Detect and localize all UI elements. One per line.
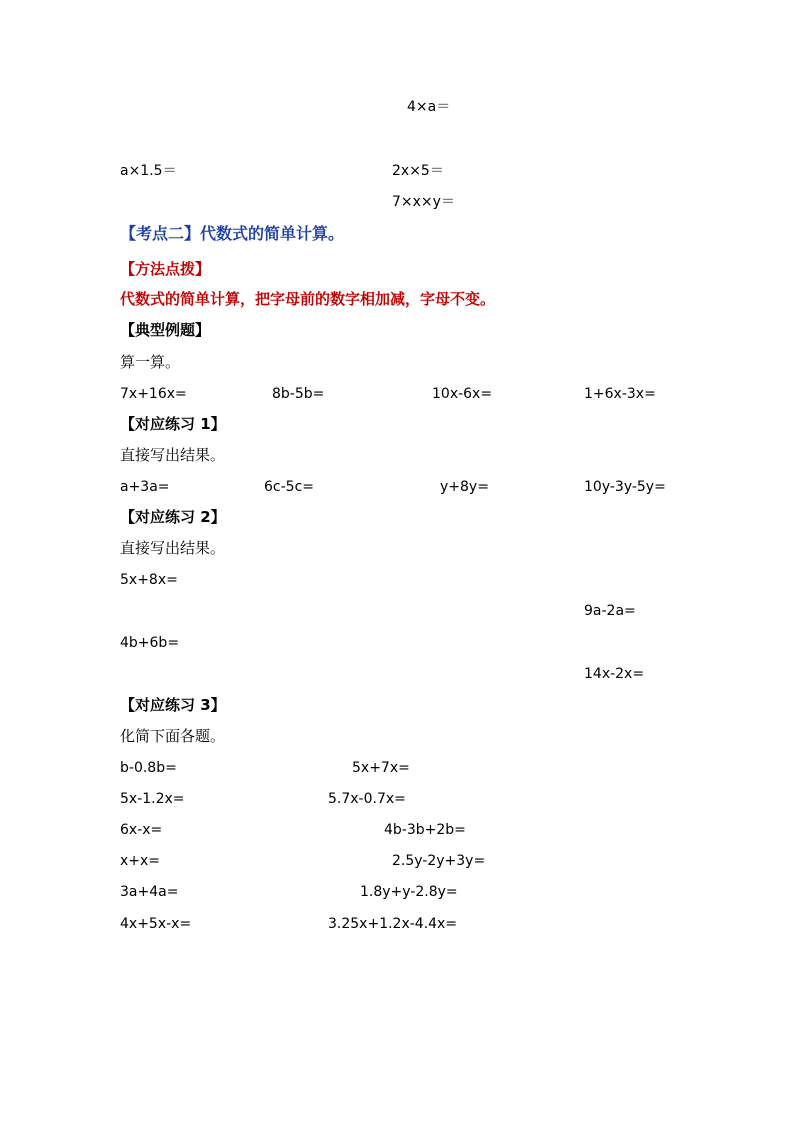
practice2-item: 9a-2a= bbox=[584, 603, 636, 619]
exercise-7xxxy: 7×x×y＝ bbox=[392, 194, 455, 210]
method-text: 代数式的简单计算，把字母前的数字相加减，字母不变。 bbox=[120, 290, 496, 308]
practice1-item: 6c-5c= bbox=[264, 479, 314, 495]
practice3-right-item: 3.25x+1.2x-4.4x= bbox=[328, 916, 458, 932]
practice2-item: 5x+8x= bbox=[120, 572, 178, 588]
practice1-item: 10y-3y-5y= bbox=[584, 479, 666, 495]
practice1-item: a+3a= bbox=[120, 479, 170, 495]
practice3-left-item: 4x+5x-x= bbox=[120, 916, 192, 932]
example-label: 【典型例题】 bbox=[120, 321, 211, 339]
practice3-left-item: 3a+4a= bbox=[120, 884, 179, 900]
practice1-item: y+8y= bbox=[440, 479, 489, 495]
practice3-right-item: 4b-3b+2b= bbox=[384, 822, 466, 838]
practice3-instruction: 化简下面各题。 bbox=[120, 727, 226, 745]
example-item: 7x+16x= bbox=[120, 386, 187, 402]
practice3-right-item: 2.5y-2y+3y= bbox=[392, 853, 486, 869]
example-instruction: 算一算。 bbox=[120, 353, 181, 371]
example-item: 8b-5b= bbox=[272, 386, 325, 402]
practice2-label: 【对应练习 2】 bbox=[120, 508, 226, 526]
practice3-right-item: 5.7x-0.7x= bbox=[328, 791, 406, 807]
practice2-item: 14x-2x= bbox=[584, 666, 645, 682]
example-item: 1+6x-3x= bbox=[584, 386, 656, 402]
practice3-left-item: x+x= bbox=[120, 853, 161, 869]
example-item: 10x-6x= bbox=[432, 386, 493, 402]
exercise-4xa: 4×a＝ bbox=[407, 99, 451, 115]
practice3-right-item: 1.8y+y-2.8y= bbox=[360, 884, 458, 900]
practice3-left-item: 5x-1.2x= bbox=[120, 791, 185, 807]
method-label: 【方法点拨】 bbox=[120, 260, 211, 278]
section-heading: 【考点二】代数式的简单计算。 bbox=[120, 224, 345, 243]
exercise-2xx5: 2x×5＝ bbox=[392, 163, 444, 179]
practice3-label: 【对应练习 3】 bbox=[120, 696, 226, 714]
practice2-item: 4b+6b= bbox=[120, 635, 180, 651]
practice1-label: 【对应练习 1】 bbox=[120, 415, 226, 433]
practice2-instruction: 直接写出结果。 bbox=[120, 539, 226, 557]
practice3-left-item: b-0.8b= bbox=[120, 760, 177, 776]
practice3-right-item: 5x+7x= bbox=[352, 760, 410, 776]
practice1-instruction: 直接写出结果。 bbox=[120, 446, 226, 464]
exercise-ax1-5: a×1.5＝ bbox=[120, 163, 177, 179]
practice3-left-item: 6x-x= bbox=[120, 822, 163, 838]
